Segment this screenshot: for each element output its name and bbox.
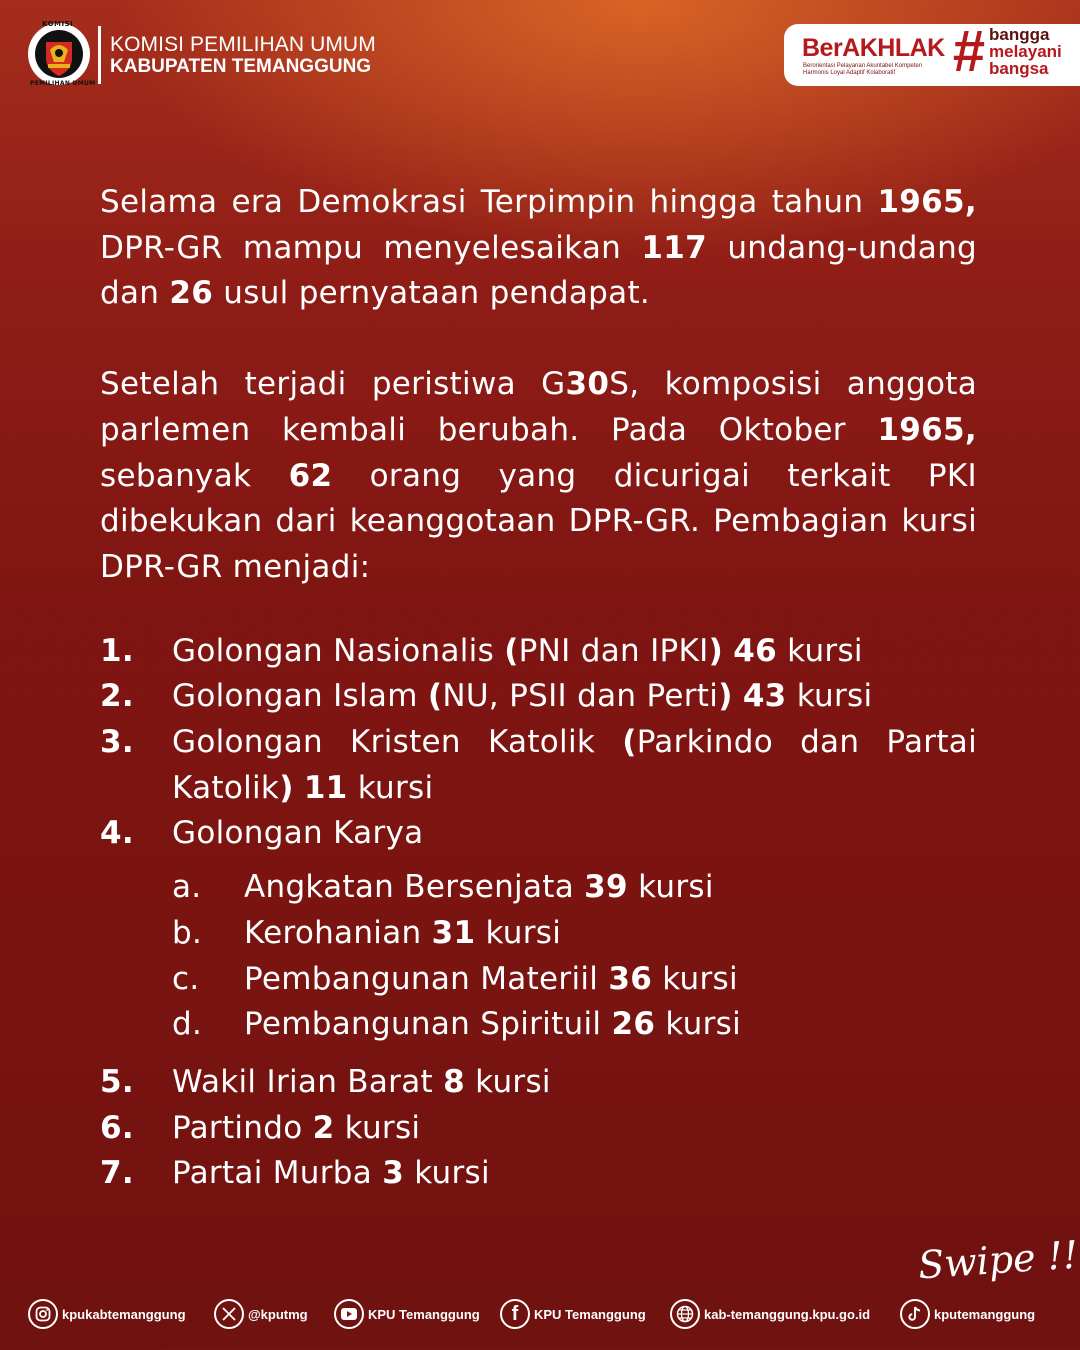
sublist-letter: a. <box>172 869 202 906</box>
youtube-handle: KPU Temanggung <box>368 1306 480 1322</box>
list-item <box>100 1106 977 1152</box>
list-number: 2. <box>100 678 134 715</box>
list-label: Golongan Karya <box>172 815 424 852</box>
p2-text-b: S, komposisi anggota parlemen kembali berubah. Pada Oktober <box>100 366 978 448</box>
list-number: 5. <box>100 1063 134 1100</box>
list-label: Partai Murba <box>172 1155 383 1192</box>
berakhlak-badge <box>784 19 1080 86</box>
sublist-label: Pembangunan Spirituil <box>244 1006 612 1043</box>
berakhlak-subtitle <box>803 63 953 77</box>
seat-unit: kursi <box>777 632 863 669</box>
tag-line-3: bangsa <box>989 59 1049 78</box>
list-parties: NU, PSII dan Perti <box>442 678 719 715</box>
p2-g30-number: 30 <box>565 366 610 403</box>
list-label: Golongan Nasionalis <box>172 632 505 669</box>
p2-text-d: orang yang dicurigai terkait PKI dibekukan dari keanggotaan DPR-GR. Pembagian kursi DPR-GR menjadi: <box>100 457 977 585</box>
list-item <box>100 1151 977 1197</box>
list-number: 7. <box>100 1155 134 1192</box>
seat-count: 3 <box>382 1155 405 1192</box>
list-item <box>100 674 977 720</box>
sublist-item <box>172 957 977 1003</box>
seat-unit: kursi <box>347 769 434 806</box>
sublist-letter: d. <box>172 1006 203 1043</box>
seat-count: 31 <box>431 914 476 951</box>
list-label: Wakil Irian Barat <box>172 1063 444 1100</box>
berakhlak-word: BerAKHLAK <box>802 34 945 62</box>
seat-count: 46 <box>733 632 777 669</box>
logo-divider <box>98 26 101 84</box>
paren-close: ) <box>279 769 294 806</box>
seat-unit: kursi <box>404 1155 490 1192</box>
org-title-line2: KABUPATEN TEMANGGUNG <box>110 56 372 77</box>
org-title-line1: KOMISI PEMILIHAN UMUM <box>110 33 376 56</box>
p2-count-members: 62 <box>288 457 333 494</box>
website-link[interactable] <box>670 1296 870 1332</box>
sublist-label: Pembangunan Materiil <box>244 960 609 997</box>
social-footer <box>0 1296 1080 1336</box>
logo-text-top: KOMISI <box>42 20 74 28</box>
seat-unit: kursi <box>465 1063 551 1100</box>
tiktok-link[interactable] <box>900 1296 1035 1332</box>
list-item <box>100 720 977 811</box>
x-link[interactable] <box>214 1296 308 1332</box>
golongan-karya-sublist <box>172 865 977 1048</box>
p1-text-b: DPR-GR mampu menyelesaikan <box>100 229 642 266</box>
p2-text-c: sebanyak <box>100 457 289 494</box>
list-number: 3. <box>100 724 134 761</box>
p1-text-a: Selama era Demokrasi Terpimpin hingga tahun <box>100 184 878 220</box>
logo-text-bottom: PEMILIHAN UMUM <box>30 80 96 87</box>
p1-year: 1965, <box>877 184 977 220</box>
paren-close: ) <box>708 632 724 669</box>
instagram-icon <box>28 1299 58 1329</box>
p2-year: 1965, <box>877 411 977 448</box>
org-title <box>110 34 376 78</box>
list-item <box>100 811 977 1048</box>
p2-text-a: Setelah terjadi peristiwa G <box>100 366 566 403</box>
instagram-handle: kpukabtemanggung <box>62 1306 186 1322</box>
seat-unit: kursi <box>655 1006 742 1043</box>
sublist-item <box>172 911 977 957</box>
facebook-handle: KPU Temanggung <box>534 1306 646 1322</box>
p1-text-d: usul pernyataan pendapat. <box>213 275 651 312</box>
swipe-hint[interactable]: Swipe !! <box>916 1232 1080 1288</box>
paren-open: ( <box>427 678 443 715</box>
seat-count: 11 <box>303 769 348 806</box>
paren-open: ( <box>622 724 637 761</box>
paren-open: ( <box>504 632 519 669</box>
x-icon <box>214 1299 244 1329</box>
tag-line-1: bangga <box>989 25 1050 44</box>
list-parties: Parkindo dan Partai Katolik <box>172 724 978 806</box>
list-label: Partindo <box>172 1109 313 1146</box>
list-label: Golongan Islam <box>172 678 428 715</box>
facebook-icon: f <box>500 1299 530 1329</box>
sublist-item <box>172 1002 977 1048</box>
paragraph-2 <box>100 362 977 591</box>
seat-unit: kursi <box>627 869 714 906</box>
paren-close: ) <box>718 678 733 715</box>
seat-count: 43 <box>742 678 787 715</box>
p1-text-c: undang-undang dan <box>100 229 977 312</box>
list-parties: PNI dan IPKI <box>518 632 709 669</box>
seat-unit: kursi <box>334 1109 421 1146</box>
tiktok-icon <box>900 1299 930 1329</box>
seat-distribution-list <box>100 629 977 1197</box>
tag-line-2: melayani <box>989 42 1062 61</box>
youtube-link[interactable] <box>334 1296 480 1332</box>
p1-count-laws: 117 <box>641 229 708 266</box>
sublist-letter: b. <box>172 914 203 951</box>
sublist-label: Angkatan Bersenjata <box>244 869 585 906</box>
berakhlak-subtitle-1: Berorientasi Pelayanan Akuntabel Kompeten <box>803 63 923 69</box>
hashtag-icon: # <box>952 19 985 84</box>
x-handle: @kputmg <box>248 1306 308 1322</box>
instagram-link[interactable] <box>28 1296 186 1332</box>
p1-count-statements: 26 <box>169 275 214 312</box>
list-number: 1. <box>100 632 134 669</box>
facebook-link[interactable] <box>500 1296 646 1332</box>
seat-unit: kursi <box>652 960 738 997</box>
list-item <box>100 629 977 675</box>
berakhlak-subtitle-2: Harmonis Loyal Adaptif Kolaboratif <box>803 70 896 76</box>
seat-count: 36 <box>608 960 653 997</box>
tiktok-handle: kputemanggung <box>934 1306 1036 1322</box>
seat-count: 2 <box>312 1109 335 1146</box>
website-url: kab-temanggung.kpu.go.id <box>704 1306 871 1322</box>
seat-count: 8 <box>443 1063 465 1100</box>
list-number: 4. <box>100 815 134 852</box>
sublist-letter: c. <box>172 960 200 997</box>
list-number: 6. <box>100 1109 134 1146</box>
globe-icon <box>670 1299 700 1329</box>
header <box>0 0 1080 110</box>
youtube-icon <box>334 1299 364 1329</box>
paragraph-1 <box>100 180 977 317</box>
seat-count: 26 <box>611 1006 656 1043</box>
sublist-item <box>172 865 977 911</box>
main-content <box>100 180 977 1197</box>
seat-unit: kursi <box>475 914 562 951</box>
seat-unit: kursi <box>786 678 873 715</box>
sublist-label: Kerohanian <box>244 914 432 951</box>
seat-count: 39 <box>584 869 628 906</box>
list-item <box>100 1060 977 1106</box>
bangga-melayani-bangsa <box>989 26 1062 77</box>
list-label: Golongan Kristen Katolik <box>172 724 623 761</box>
